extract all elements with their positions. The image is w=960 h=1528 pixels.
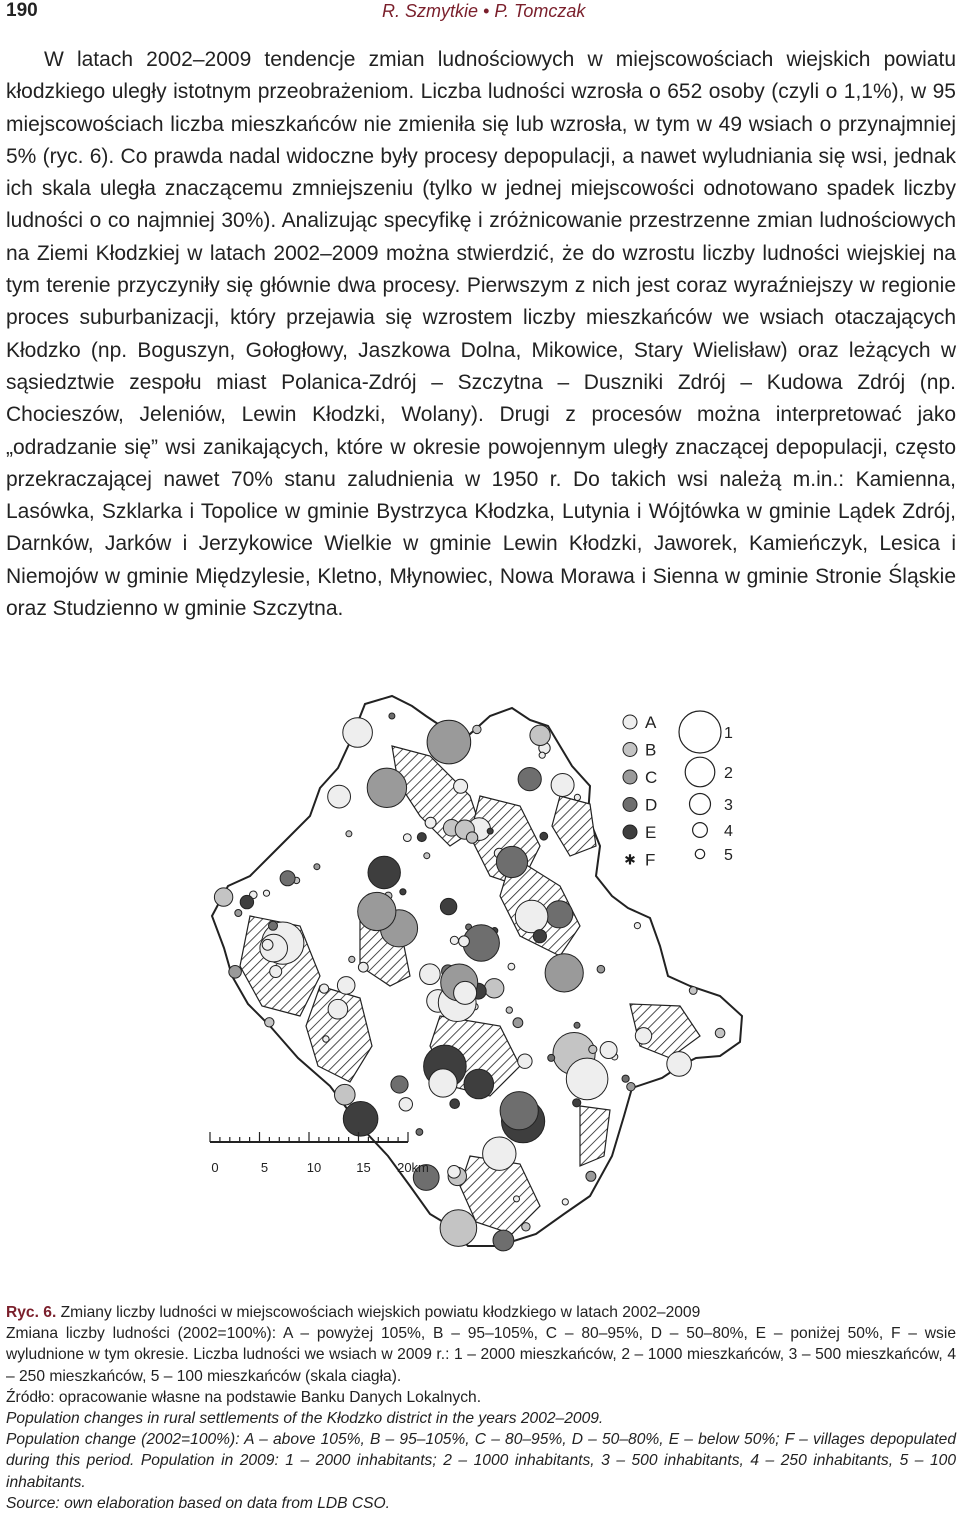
settlement-circle: [262, 939, 273, 950]
legend-class-label: D: [645, 795, 658, 815]
caption-title-en: Population changes in rural settlements of the Kłodzko district in the years 2002–2009.: [6, 1410, 604, 1428]
legend-class-label: A: [645, 713, 657, 732]
body-paragraph: W latach 2002–2009 tendencje zmian ludnościowych w miejscowościach wiejskich powiatu kłodzkiego uległy istotnym przeobrażeniom. Liczba ludności wzrosła o 652 osoby (czyli o 1,1%), w 95 miejscowościach liczba mieszkańców nie zmieniła się lub wzrosła, w tym w 49 wsiach o przynajmniej 5% (ryc. 6). Co prawda nadal widoczne były procesy depopulacji, a nawet wyludniania się wsi, jednak ich skala uległa znaczącemu zmniejszeniu (tylko w jednej miejscowości odnotowano spadek liczby ludności o co najmniej 30%). Analizując specyfikę i zróżnicowanie przestrzenne zmian ludnościowych na Ziemi Kłodzkiej w latach 2002–2009 można stwierdzić, że do wzrostu liczby ludności wiejskiej na tym terenie przyczyniły się głównie dwa procesy. Pierwszym z nich jest coraz wyraźniejszy w regionie proces suburbanizacji, który przejawia się wzrostem liczby mieszkańców we wsiach otaczających Kłodzko (np. Boguszyn, Gołogłowy, Jaszkowa Dolna, Mikowice, Stary Wielisław) oraz leżących w sąsiedztwie zespołu miast Polanica-Zdrój – Szczytna – Duszniki Zdrój – Kudowa Zdrój (np. Chocieszów, Jeleniów, Lewin Kłodzki, Wolany). Drugi z procesów można interpretować jako „odradzanie się” wsi zanikających, które w okresie powojennym uległy znaczącej depopulacji, często przekraczającej nawet 70% stanu zaludnienia w 1950 r. Do takich wsi należą m.in.: Kamienna, Lasówka, Szklarka i Topolice w gminie Bystrzyca Kłodzka, Lutynia i Wójtówka w gminie Lądek Zdrój, Darnków, Jarków i Jerzykowice Wielkie w gminie Lewin Kłodzki, Jaworek, Kamieńczyk, Lesica i Niemojów w gminie Międzylesie, Kletno, Młynowiec, Nowa Morawa i Sienna w gminie Stronie Śląskie oraz Studzienno w gminie Szczytna.: [6, 48, 956, 621]
legend-size-label: 5: [724, 847, 733, 864]
caption-legend-pl: Zmiana liczby ludności (2002=100%): A – powyżej 105%, B – 95–105%, C – 80–95%, D – 50–80%, E – poniżej 50%, F – wsie wyludnione w tym okresie. Liczba ludności we wsiach w 2009 r.: 1 – 2000 mieszkańców, 2 – 1000 mieszkańców, 3 – 500 mieszkańców, 4 – 250 mieszkańców, 5 – 100 mieszkańców (skala ciagła).: [6, 1325, 956, 1385]
scale-label: 5: [260, 1160, 269, 1175]
settlement-circle: [389, 713, 395, 719]
settlement-circle: [343, 718, 373, 748]
settlement-circle: [487, 828, 493, 834]
settlement-circle: [600, 1042, 617, 1059]
settlement-circle: [424, 853, 430, 859]
settlement-circle: [566, 1058, 608, 1100]
legend-size-label: 3: [724, 797, 733, 814]
figure-caption: [6, 1302, 956, 1514]
settlement-circle: [540, 832, 548, 840]
settlement-circle: [337, 977, 355, 995]
legend-class-swatch: [623, 798, 637, 812]
legend-sizes: [679, 711, 733, 864]
settlement-circle: [573, 1099, 581, 1107]
map-figure: [0, 686, 960, 1296]
settlement-circle: [280, 871, 295, 886]
settlement-circle: [368, 856, 400, 888]
scale-label: 20km: [397, 1160, 429, 1175]
legend-class-swatch: [623, 715, 637, 729]
caption-legend-en: Population change (2002=100%): A – above 105%, B – 95–105%, C – 80–95%, D – 50–80%, E – below 50%; F – villages depopulated during this period. Population in 2009: 1 – 2000 inhabitants; 2 – 1000 inhabitants, 3 – 500 inhabitants, 4 – 250 inhabitants, 5 – 100 inhabitants.: [6, 1431, 956, 1491]
settlement-circle: [589, 1045, 597, 1053]
page-number: 190: [6, 0, 38, 21]
settlement-circle: [450, 1099, 460, 1109]
settlement-circle: [545, 954, 583, 992]
map-legend: [623, 711, 733, 870]
settlement-circle: [539, 752, 545, 758]
settlement-circle: [483, 1137, 516, 1170]
legend-size-circle: [695, 849, 704, 858]
settlement-circle: [551, 774, 574, 797]
settlement-circle: [323, 1036, 329, 1042]
settlement-circle: [500, 1092, 538, 1130]
settlement-circle: [448, 1166, 461, 1179]
scale-label: 10: [306, 1160, 322, 1175]
legend-class-swatch: [623, 825, 637, 839]
settlement-circle: [235, 910, 242, 917]
settlement-circle: [270, 966, 282, 978]
settlement-circle: [346, 831, 352, 837]
settlement-circle: [464, 1069, 494, 1099]
settlement-circle: [485, 979, 504, 998]
settlement-circle: [548, 1054, 555, 1061]
legend-size-label: 4: [724, 823, 733, 840]
settlement-circle: [429, 1069, 457, 1097]
caption-label: Ryc. 6.: [6, 1304, 57, 1321]
settlement-circle: [586, 1171, 596, 1181]
settlement-circle: [440, 898, 456, 914]
settlement-circle: [343, 1102, 378, 1137]
settlement-circle: [416, 1129, 423, 1136]
settlement-circle: [427, 720, 471, 764]
settlement-circle: [493, 1230, 514, 1251]
caption-source-en: Source: own elaboration based on data from LDB CSO.: [6, 1494, 390, 1512]
settlement-circle: [450, 936, 458, 944]
legend-size-label: 2: [724, 765, 733, 782]
legend-class-label: E: [645, 823, 657, 842]
settlement-circle: [320, 984, 329, 993]
settlement-circle: [597, 965, 605, 973]
settlement-circle: [508, 963, 515, 970]
legend-class-swatch: [623, 743, 637, 757]
settlement-circle: [263, 890, 269, 896]
settlement-circle: [349, 956, 355, 962]
page-header: [0, 0, 960, 24]
settlement-circle: [635, 1028, 651, 1044]
legend-size-circle: [690, 794, 711, 815]
settlement-circle: [518, 1054, 532, 1068]
settlement-circle: [562, 1199, 568, 1205]
scale-label: 15: [356, 1160, 371, 1175]
settlement-circle: [518, 768, 541, 791]
settlement-circle: [513, 1018, 523, 1028]
settlement-circle: [367, 768, 406, 807]
settlement-circle: [425, 817, 436, 828]
settlement-circle: [328, 785, 351, 808]
settlement-circle: [634, 923, 640, 929]
settlement-circle: [667, 1052, 692, 1077]
settlement-circle: [715, 1028, 725, 1038]
settlement-circle: [496, 846, 527, 877]
legend-class-label: F: [645, 850, 656, 870]
settlement-circle: [335, 1084, 356, 1105]
settlement-circle: [546, 901, 573, 928]
settlement-circle: [514, 1196, 520, 1202]
legend-size-circle: [679, 711, 721, 753]
settlement-circle: [689, 987, 697, 995]
legend-classes: [623, 713, 657, 870]
legend-size-circle: [685, 757, 715, 787]
settlement-circle: [530, 725, 550, 745]
caption-source-pl: Źródło: opracowanie własne na podstawie Banku Danych Lokalnych.: [6, 1388, 482, 1406]
settlement-circle: [328, 999, 348, 1019]
scale-label: 0: [211, 1160, 219, 1175]
settlement-circle: [533, 930, 546, 943]
settlement-circle: [214, 888, 232, 906]
legend-class-label: C: [645, 768, 658, 787]
settlement-circle: [417, 833, 426, 842]
settlement-circle: [627, 1083, 635, 1091]
settlement-circle: [229, 966, 242, 979]
legend-class-swatch: [623, 770, 637, 784]
settlement-circle: [265, 1018, 274, 1027]
settlement-circle: [240, 895, 253, 908]
legend-class-label: B: [645, 740, 657, 760]
settlement-circle: [420, 964, 441, 985]
settlement-circle: [515, 900, 548, 933]
settlement-circle: [574, 1022, 580, 1028]
settlement-circle: [399, 1098, 412, 1111]
settlement-circle: [400, 889, 406, 895]
settlement-circle: [391, 1076, 408, 1093]
settlement-circle: [454, 779, 468, 793]
settlement-circle: [403, 834, 411, 842]
settlement-circle: [574, 794, 580, 800]
settlement-circle: [473, 725, 481, 733]
settlement-circle: [622, 1075, 629, 1082]
settlement-circle: [466, 832, 477, 843]
legend-size-circle: [693, 823, 708, 838]
settlement-circle: [269, 921, 278, 930]
district-map: [0, 686, 960, 1296]
running-head: R. Szmytkie • P. Tomczak: [382, 1, 586, 21]
caption-title-pl: Zmiany liczby ludności w miejscowościach wiejskich powiatu kłodzkiego w latach 2002–2009: [60, 1304, 701, 1321]
settlement-circle: [314, 864, 320, 870]
settlement-circle: [459, 936, 470, 947]
settlement-circle: [358, 962, 368, 972]
settlement-circle: [358, 892, 396, 930]
settlement-circle: [522, 1223, 530, 1231]
small-star-icon: ✱: [624, 851, 636, 868]
settlement-circle: [506, 1007, 512, 1013]
settlement-circle: [454, 981, 477, 1004]
legend-size-label: 1: [724, 725, 733, 742]
settlement-circle: [440, 1210, 477, 1247]
